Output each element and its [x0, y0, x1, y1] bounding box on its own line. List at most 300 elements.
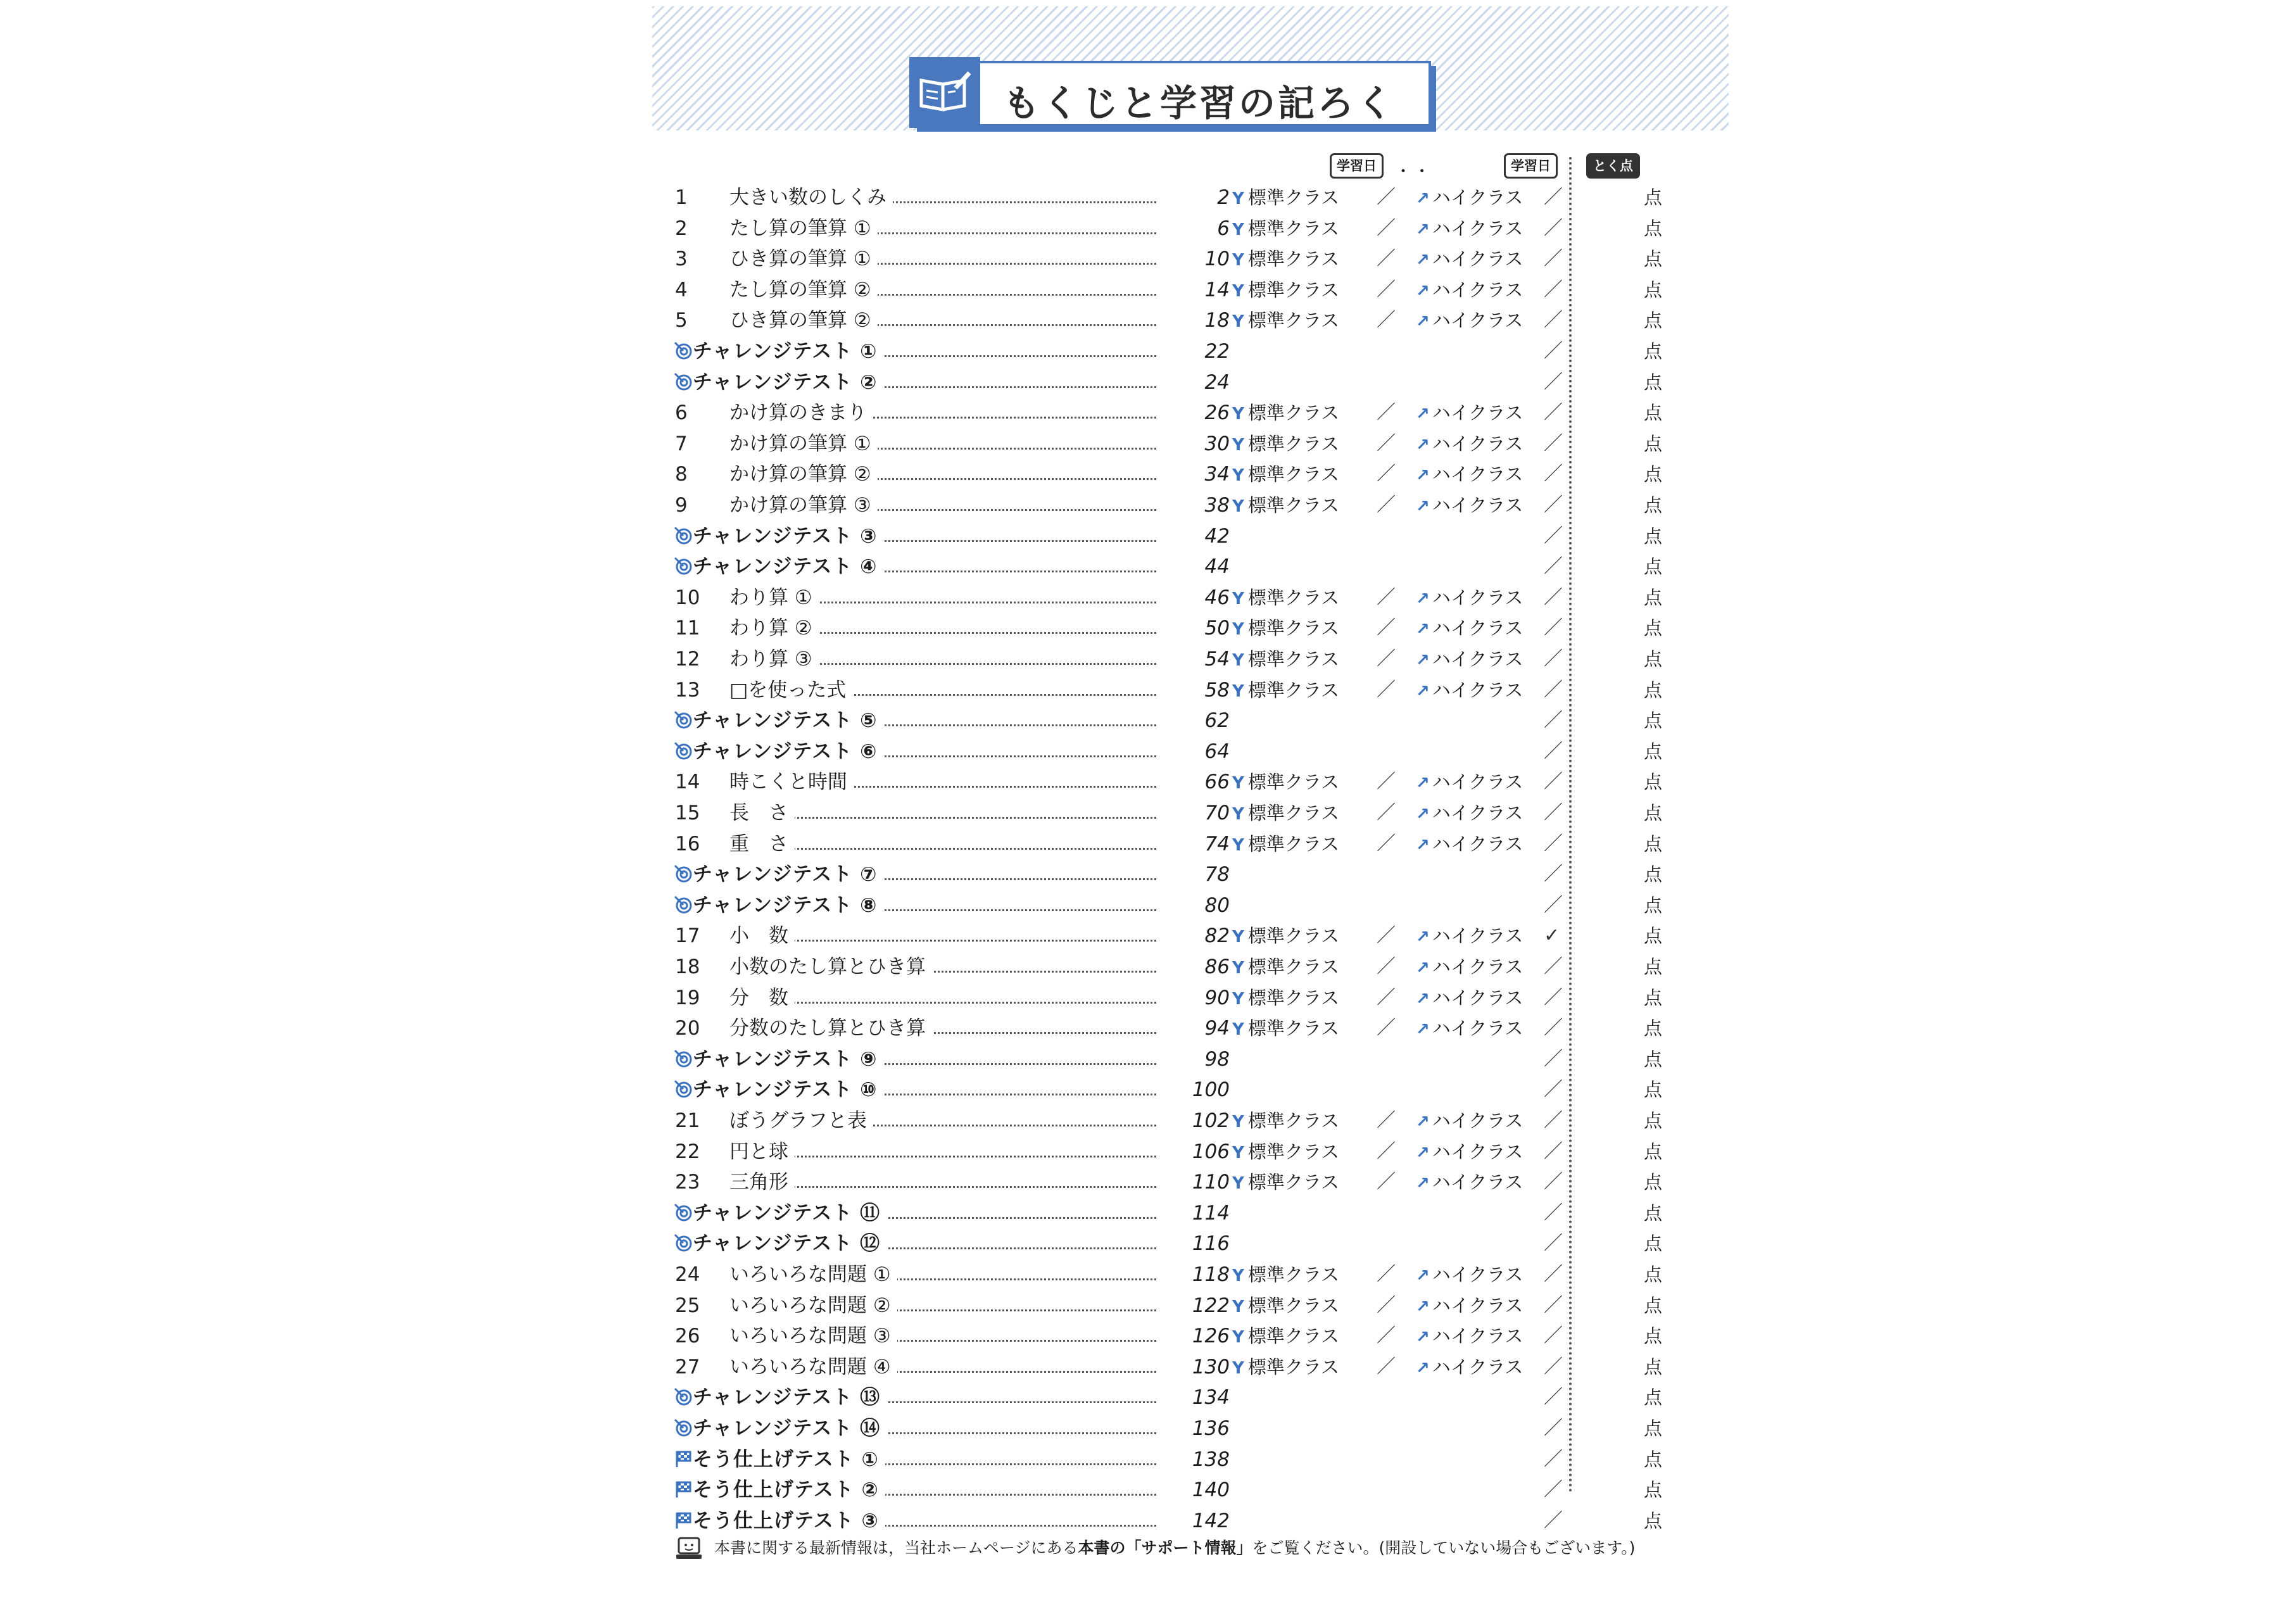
page-number: 2 — [1156, 182, 1230, 213]
arrow-up-icon: ↗ — [1416, 835, 1430, 855]
tree-icon: Y — [1232, 497, 1244, 516]
toc-row — [675, 1290, 1688, 1321]
page-number: 50 — [1156, 613, 1230, 643]
toc-row — [675, 244, 1688, 274]
unit-number: 12 — [675, 648, 700, 671]
arrow-up-icon: ↗ — [1416, 497, 1430, 516]
study-date-high[interactable]: ／ — [1544, 1109, 1563, 1132]
high-class-label: ハイクラス — [1432, 586, 1523, 609]
score-field[interactable]: 点 — [1644, 1264, 1663, 1285]
standard-class-label: 標準クラス — [1247, 310, 1339, 332]
standard-class — [1232, 1013, 1339, 1045]
study-date-high[interactable]: ／ — [1544, 555, 1563, 578]
study-date-standard[interactable]: ／ — [1377, 1017, 1396, 1040]
score-field[interactable]: 点 — [1644, 740, 1663, 762]
high-class — [1416, 675, 1523, 707]
score-field[interactable]: 点 — [1644, 956, 1663, 978]
tree-icon: Y — [1232, 805, 1244, 824]
study-date-standard[interactable]: ／ — [1377, 463, 1396, 486]
study-date-standard[interactable]: ／ — [1377, 832, 1396, 855]
study-date-standard[interactable]: ／ — [1377, 248, 1396, 270]
standard-class — [1232, 583, 1339, 614]
standard-class — [1232, 767, 1339, 798]
high-class — [1416, 213, 1523, 245]
page-number: 82 — [1156, 921, 1230, 951]
score-field[interactable]: 点 — [1644, 187, 1663, 208]
toc-row — [675, 583, 1688, 613]
toc-row — [675, 859, 1688, 890]
study-date-high[interactable]: ／ — [1544, 1448, 1563, 1470]
high-class — [1416, 767, 1523, 798]
score-field[interactable]: 点 — [1644, 710, 1663, 732]
toc-row — [675, 921, 1688, 951]
unit-title: かけ算の筆算 ② — [729, 459, 878, 489]
tree-icon: Y — [1232, 1113, 1244, 1132]
unit-title: 円と球 — [729, 1137, 795, 1167]
score-field[interactable]: 点 — [1644, 864, 1663, 886]
unit-title: 時こくと時間 — [729, 767, 854, 797]
unit-number: 27 — [675, 1355, 700, 1378]
score-field[interactable]: 点 — [1644, 464, 1663, 486]
study-date-high[interactable]: ／ — [1544, 709, 1563, 732]
score-field[interactable]: 点 — [1644, 495, 1663, 516]
score-field[interactable]: 点 — [1644, 310, 1663, 332]
study-date-high[interactable]: ／ — [1544, 863, 1563, 886]
standard-class-label: 標準クラス — [1247, 432, 1339, 455]
unit-number: 23 — [675, 1171, 700, 1194]
toc-row — [675, 1382, 1688, 1413]
study-date-standard[interactable]: ／ — [1377, 1171, 1396, 1194]
score-field[interactable]: 点 — [1644, 1233, 1663, 1255]
page-number: 54 — [1156, 644, 1230, 674]
arrow-up-icon: ↗ — [1416, 251, 1430, 270]
high-class-label: ハイクラス — [1432, 925, 1523, 947]
standard-class-label: 標準クラス — [1247, 1325, 1339, 1347]
score-field[interactable]: 点 — [1644, 925, 1663, 947]
study-date-standard[interactable]: ／ — [1377, 802, 1396, 824]
study-date-high[interactable]: ／ — [1544, 370, 1563, 393]
standard-class-label: 標準クラス — [1247, 956, 1339, 978]
study-date-high[interactable]: ／ — [1544, 956, 1563, 978]
test-title: チャレンジテスト ⑩ — [693, 1075, 883, 1105]
score-field[interactable]: 点 — [1644, 1294, 1663, 1316]
standard-class — [1232, 952, 1339, 983]
arrow-up-icon: ↗ — [1416, 1358, 1430, 1378]
standard-class — [1232, 675, 1339, 707]
leader-dots — [770, 940, 1207, 942]
study-date-standard[interactable]: ／ — [1377, 986, 1396, 1009]
page-number: 122 — [1156, 1290, 1230, 1321]
page-number: 102 — [1156, 1106, 1230, 1136]
toc-row — [675, 1413, 1688, 1444]
study-date-standard[interactable]: ／ — [1377, 1263, 1396, 1285]
score-field[interactable]: 点 — [1644, 341, 1663, 362]
score-field[interactable]: 点 — [1644, 1171, 1663, 1194]
high-class — [1416, 305, 1523, 337]
tree-icon: Y — [1232, 312, 1244, 332]
leader-dots — [770, 1156, 1207, 1157]
tree-icon: Y — [1232, 1020, 1244, 1040]
toc-row — [675, 275, 1688, 305]
unit-number: 4 — [675, 278, 688, 301]
tree-icon: Y — [1232, 435, 1244, 455]
unit-number: 3 — [675, 248, 688, 271]
study-date-standard[interactable]: ／ — [1377, 401, 1396, 424]
score-field[interactable]: 点 — [1644, 1510, 1663, 1532]
unit-title: ぼうグラフと表 — [729, 1106, 873, 1136]
study-date-high[interactable]: ／ — [1544, 1294, 1563, 1316]
study-date-high[interactable]: ／ — [1544, 893, 1563, 916]
study-date-standard[interactable]: ／ — [1377, 1109, 1396, 1132]
study-date-high[interactable]: ／ — [1544, 217, 1563, 239]
study-date-high[interactable]: ／ — [1544, 1232, 1563, 1255]
study-date-high[interactable]: ／ — [1544, 494, 1563, 516]
toc-row — [675, 182, 1688, 213]
page-number: 44 — [1156, 552, 1230, 582]
title-box — [912, 61, 1431, 127]
standard-class — [1232, 983, 1339, 1014]
toc-row — [675, 213, 1688, 244]
study-date-standard[interactable]: ／ — [1377, 617, 1396, 640]
high-class — [1416, 490, 1523, 522]
score-field[interactable]: 点 — [1644, 248, 1663, 270]
arrow-up-icon: ↗ — [1416, 681, 1430, 701]
unit-number: 8 — [675, 463, 688, 486]
arrow-up-icon: ↗ — [1416, 405, 1430, 424]
page-number: 138 — [1156, 1444, 1230, 1475]
standard-class — [1232, 305, 1339, 337]
high-class — [1416, 798, 1523, 829]
toc-row — [675, 1506, 1688, 1536]
unit-title: いろいろな問題 ③ — [729, 1321, 897, 1351]
standard-class — [1232, 921, 1339, 952]
tree-icon: Y — [1232, 989, 1244, 1009]
high-class-label: ハイクラス — [1432, 648, 1523, 670]
unit-number: 21 — [675, 1109, 700, 1132]
study-date-high[interactable]: ／ — [1544, 340, 1563, 362]
score-field[interactable]: 点 — [1644, 1479, 1663, 1501]
toc-row — [675, 367, 1688, 398]
standard-class-label: 標準クラス — [1247, 1264, 1339, 1285]
header-marks: ・ ・ — [1396, 164, 1429, 180]
page-number: 42 — [1156, 521, 1230, 552]
arrow-up-icon: ↗ — [1416, 928, 1430, 947]
high-class-label: ハイクラス — [1432, 1325, 1523, 1347]
standard-class — [1232, 244, 1339, 275]
unit-title: かけ算の筆算 ① — [729, 429, 878, 459]
leader-dots — [770, 817, 1207, 819]
leader-dots — [770, 848, 1207, 850]
page-number: 70 — [1156, 798, 1230, 828]
toc-row — [675, 305, 1688, 336]
arrow-up-icon: ↗ — [1416, 1328, 1430, 1347]
toc-row — [675, 1228, 1688, 1259]
score-field[interactable]: 点 — [1644, 1356, 1663, 1378]
page-number: 110 — [1156, 1167, 1230, 1197]
study-date-high[interactable]: ／ — [1544, 1386, 1563, 1409]
unit-number: 18 — [675, 956, 700, 978]
study-date-high[interactable]: ／ — [1544, 986, 1563, 1009]
study-date-high[interactable]: ／ — [1544, 186, 1563, 208]
page-number: 22 — [1156, 336, 1230, 367]
score-field[interactable]: 点 — [1644, 402, 1663, 424]
score-field[interactable]: 点 — [1644, 679, 1663, 701]
tree-icon: Y — [1232, 220, 1244, 239]
study-date-high[interactable]: ／ — [1544, 678, 1563, 701]
high-class — [1416, 1290, 1523, 1322]
study-date-standard[interactable]: ／ — [1377, 771, 1396, 793]
toc-row — [675, 429, 1688, 459]
arrow-up-icon: ↗ — [1416, 435, 1430, 455]
toc-row — [675, 1075, 1688, 1105]
page-number: 90 — [1156, 983, 1230, 1013]
arrow-up-icon: ↗ — [1416, 805, 1430, 824]
study-date-high[interactable]: ／ — [1544, 432, 1563, 455]
standard-class-label: 標準クラス — [1247, 464, 1339, 486]
tree-icon: Y — [1232, 1174, 1244, 1194]
leader-dots — [770, 632, 1207, 634]
arrow-up-icon: ↗ — [1416, 589, 1430, 609]
tree-icon: Y — [1232, 1143, 1244, 1163]
page-number: 142 — [1156, 1506, 1230, 1536]
study-date-high[interactable]: ／ — [1544, 617, 1563, 640]
study-date-high[interactable]: ／ — [1544, 1201, 1563, 1224]
page-number: 100 — [1156, 1075, 1230, 1105]
page-number: 118 — [1156, 1259, 1230, 1290]
standard-class — [1232, 1106, 1339, 1137]
score-field[interactable]: 点 — [1644, 894, 1663, 916]
score-field[interactable]: 点 — [1644, 217, 1663, 239]
score-field[interactable]: 点 — [1644, 771, 1663, 793]
score-field[interactable]: 点 — [1644, 556, 1663, 578]
high-class — [1416, 1137, 1523, 1168]
page-number: 94 — [1156, 1013, 1230, 1044]
high-class-label: ハイクラス — [1432, 1018, 1523, 1040]
study-date-high[interactable]: ／ — [1544, 278, 1563, 301]
score-field[interactable]: 点 — [1644, 1140, 1663, 1163]
score-field[interactable]: 点 — [1644, 617, 1663, 640]
study-date-standard[interactable]: ／ — [1377, 678, 1396, 701]
high-class — [1416, 1013, 1523, 1045]
tree-icon: Y — [1232, 1358, 1244, 1378]
high-class-label: ハイクラス — [1432, 771, 1523, 793]
standard-class-label: 標準クラス — [1247, 1294, 1339, 1316]
page-number: 114 — [1156, 1198, 1230, 1228]
tree-icon: Y — [1232, 774, 1244, 793]
score-field[interactable]: 点 — [1644, 1202, 1663, 1224]
toc-row — [675, 1444, 1688, 1475]
high-class-label: ハイクラス — [1432, 432, 1523, 455]
study-date-high[interactable]: ／ — [1544, 401, 1563, 424]
study-date-high[interactable]: ／ — [1544, 771, 1563, 793]
test-title: チャレンジテスト ① — [693, 336, 883, 367]
unit-number: 9 — [675, 494, 688, 517]
study-date-high[interactable]: ／ — [1544, 1355, 1563, 1378]
study-date-high[interactable]: ／ — [1544, 1140, 1563, 1163]
unit-title: 三角形 — [729, 1167, 795, 1197]
score-field[interactable]: 点 — [1644, 1325, 1663, 1347]
standard-class-label: 標準クラス — [1247, 217, 1339, 239]
study-date-standard[interactable]: ／ — [1377, 309, 1396, 332]
high-class — [1416, 613, 1523, 645]
standard-class — [1232, 1352, 1339, 1384]
unit-title: 大きい数のしくみ — [729, 182, 893, 213]
score-field[interactable]: 点 — [1644, 648, 1663, 670]
test-title: チャレンジテスト ② — [693, 367, 883, 398]
score-field[interactable]: 点 — [1644, 586, 1663, 609]
score-field[interactable]: 点 — [1644, 1048, 1663, 1070]
high-class-label: ハイクラス — [1432, 310, 1523, 332]
study-date-high[interactable]: ／ — [1544, 586, 1563, 609]
toc-row — [675, 1013, 1688, 1044]
toc-row — [675, 521, 1688, 552]
study-date-standard[interactable]: ／ — [1377, 494, 1396, 516]
toc-row — [675, 336, 1688, 367]
standard-class-label: 標準クラス — [1247, 925, 1339, 947]
unit-number: 26 — [675, 1325, 700, 1348]
score-field[interactable]: 点 — [1644, 279, 1663, 301]
page-number: 98 — [1156, 1044, 1230, 1075]
score-field[interactable]: 点 — [1644, 1079, 1663, 1101]
unit-number: 17 — [675, 924, 700, 948]
score-field[interactable]: 点 — [1644, 833, 1663, 855]
study-date-high[interactable]: ✓ — [1544, 924, 1560, 947]
study-date-high[interactable]: ／ — [1544, 1078, 1563, 1101]
high-class-label: ハイクラス — [1432, 987, 1523, 1009]
unit-title: いろいろな問題 ① — [729, 1259, 897, 1290]
score-field[interactable]: 点 — [1644, 432, 1663, 455]
study-date-high[interactable]: ／ — [1544, 1171, 1563, 1194]
score-field[interactable]: 点 — [1644, 1110, 1663, 1132]
study-date-standard[interactable]: ／ — [1377, 278, 1396, 301]
standard-class-label: 標準クラス — [1247, 402, 1339, 424]
study-date-standard[interactable]: ／ — [1377, 1294, 1396, 1316]
arrow-up-icon: ↗ — [1416, 312, 1430, 332]
unit-number: 22 — [675, 1140, 700, 1163]
study-date-high[interactable]: ／ — [1544, 1509, 1563, 1532]
study-date-standard[interactable]: ／ — [1377, 1325, 1396, 1347]
standard-class-label: 標準クラス — [1247, 617, 1339, 640]
study-date-high[interactable]: ／ — [1544, 740, 1563, 762]
study-date-high[interactable]: ／ — [1544, 1017, 1563, 1040]
score-field[interactable]: 点 — [1644, 1387, 1663, 1409]
notebook-pencil-icon — [909, 57, 980, 128]
unit-title: ひき算の筆算 ② — [729, 305, 878, 336]
study-date-standard[interactable]: ／ — [1377, 217, 1396, 239]
high-class-label: ハイクラス — [1432, 279, 1523, 301]
standard-class-label: 標準クラス — [1247, 279, 1339, 301]
score-header: とく点 — [1586, 153, 1640, 179]
standard-class-label: 標準クラス — [1247, 586, 1339, 609]
high-class-label: ハイクラス — [1432, 1264, 1523, 1285]
leader-dots — [770, 602, 1207, 603]
study-date-high[interactable]: ／ — [1544, 1047, 1563, 1070]
unit-title: いろいろな問題 ② — [729, 1290, 897, 1321]
footer-text-1: 本書に関する最新情報は，当社ホームページにある — [714, 1539, 1078, 1557]
study-date-standard[interactable]: ／ — [1377, 956, 1396, 978]
unit-title: わり算 ② — [729, 613, 819, 643]
high-class — [1416, 829, 1523, 861]
unit-number: 10 — [675, 586, 700, 609]
standard-class-label: 標準クラス — [1247, 495, 1339, 516]
test-title: チャレンジテスト ⑧ — [693, 890, 883, 921]
score-field[interactable]: 点 — [1644, 1448, 1663, 1470]
score-field[interactable]: 点 — [1644, 1418, 1663, 1439]
standard-class-label: 標準クラス — [1247, 1018, 1339, 1040]
study-date-high[interactable]: ／ — [1544, 802, 1563, 824]
study-date-high[interactable]: ／ — [1544, 463, 1563, 486]
test-title: チャレンジテスト ③ — [693, 521, 883, 552]
high-class — [1416, 644, 1523, 676]
arrow-up-icon: ↗ — [1416, 620, 1430, 640]
study-date-standard[interactable]: ／ — [1377, 586, 1396, 609]
study-date-standard[interactable]: ／ — [1377, 648, 1396, 670]
study-date-high[interactable]: ／ — [1544, 1325, 1563, 1347]
unit-title: ひき算の筆算 ① — [729, 244, 878, 274]
study-date-high[interactable]: ／ — [1544, 648, 1563, 670]
study-date-high[interactable]: ／ — [1544, 832, 1563, 855]
page-number: 26 — [1156, 398, 1230, 428]
tree-icon: Y — [1232, 928, 1244, 947]
study-date-standard[interactable]: ／ — [1377, 186, 1396, 208]
arrow-up-icon: ↗ — [1416, 774, 1430, 793]
page-number: 24 — [1156, 367, 1230, 398]
page-number: 80 — [1156, 890, 1230, 921]
arrow-up-icon: ↗ — [1416, 466, 1430, 486]
unit-number: 1 — [675, 186, 688, 209]
high-class — [1416, 1352, 1523, 1384]
study-date-high[interactable]: ／ — [1544, 309, 1563, 332]
high-class-label: ハイクラス — [1432, 1110, 1523, 1132]
page-number: 34 — [1156, 459, 1230, 489]
score-field[interactable]: 点 — [1644, 802, 1663, 824]
tree-icon: Y — [1232, 1328, 1244, 1347]
score-field[interactable]: 点 — [1644, 987, 1663, 1009]
study-date-standard[interactable]: ／ — [1377, 924, 1396, 947]
study-date-standard[interactable]: ／ — [1377, 1140, 1396, 1163]
study-date-high[interactable]: ／ — [1544, 1479, 1563, 1501]
study-date-high[interactable]: ／ — [1544, 524, 1563, 547]
unit-number: 5 — [675, 309, 688, 332]
tree-icon: Y — [1232, 405, 1244, 424]
high-class-label: ハイクラス — [1432, 1171, 1523, 1194]
standard-class — [1232, 182, 1339, 214]
arrow-up-icon: ↗ — [1416, 1174, 1430, 1194]
standard-class-label: 標準クラス — [1247, 1356, 1339, 1378]
arrow-up-icon: ↗ — [1416, 281, 1430, 301]
study-date-high[interactable]: ／ — [1544, 1417, 1563, 1439]
study-date-high[interactable]: ／ — [1544, 248, 1563, 270]
high-class — [1416, 583, 1523, 614]
score-field[interactable]: 点 — [1644, 1018, 1663, 1040]
page-number: 14 — [1156, 275, 1230, 305]
study-day-header-2: 学習日 — [1504, 153, 1558, 179]
study-date-standard[interactable]: ／ — [1377, 432, 1396, 455]
unit-title: かけ算の筆算 ③ — [729, 490, 878, 520]
arrow-up-icon: ↗ — [1416, 1143, 1430, 1163]
study-date-high[interactable]: ／ — [1544, 1263, 1563, 1285]
tree-icon: Y — [1232, 651, 1244, 670]
score-field[interactable]: 点 — [1644, 525, 1663, 547]
high-class-label: ハイクラス — [1432, 1140, 1523, 1163]
study-date-standard[interactable]: ／ — [1377, 1355, 1396, 1378]
standard-class-label: 標準クラス — [1247, 1110, 1339, 1132]
unit-number: 11 — [675, 617, 700, 640]
high-class — [1416, 459, 1523, 491]
unit-number: 14 — [675, 771, 700, 794]
score-field[interactable]: 点 — [1644, 371, 1663, 393]
unit-number: 2 — [675, 217, 688, 240]
